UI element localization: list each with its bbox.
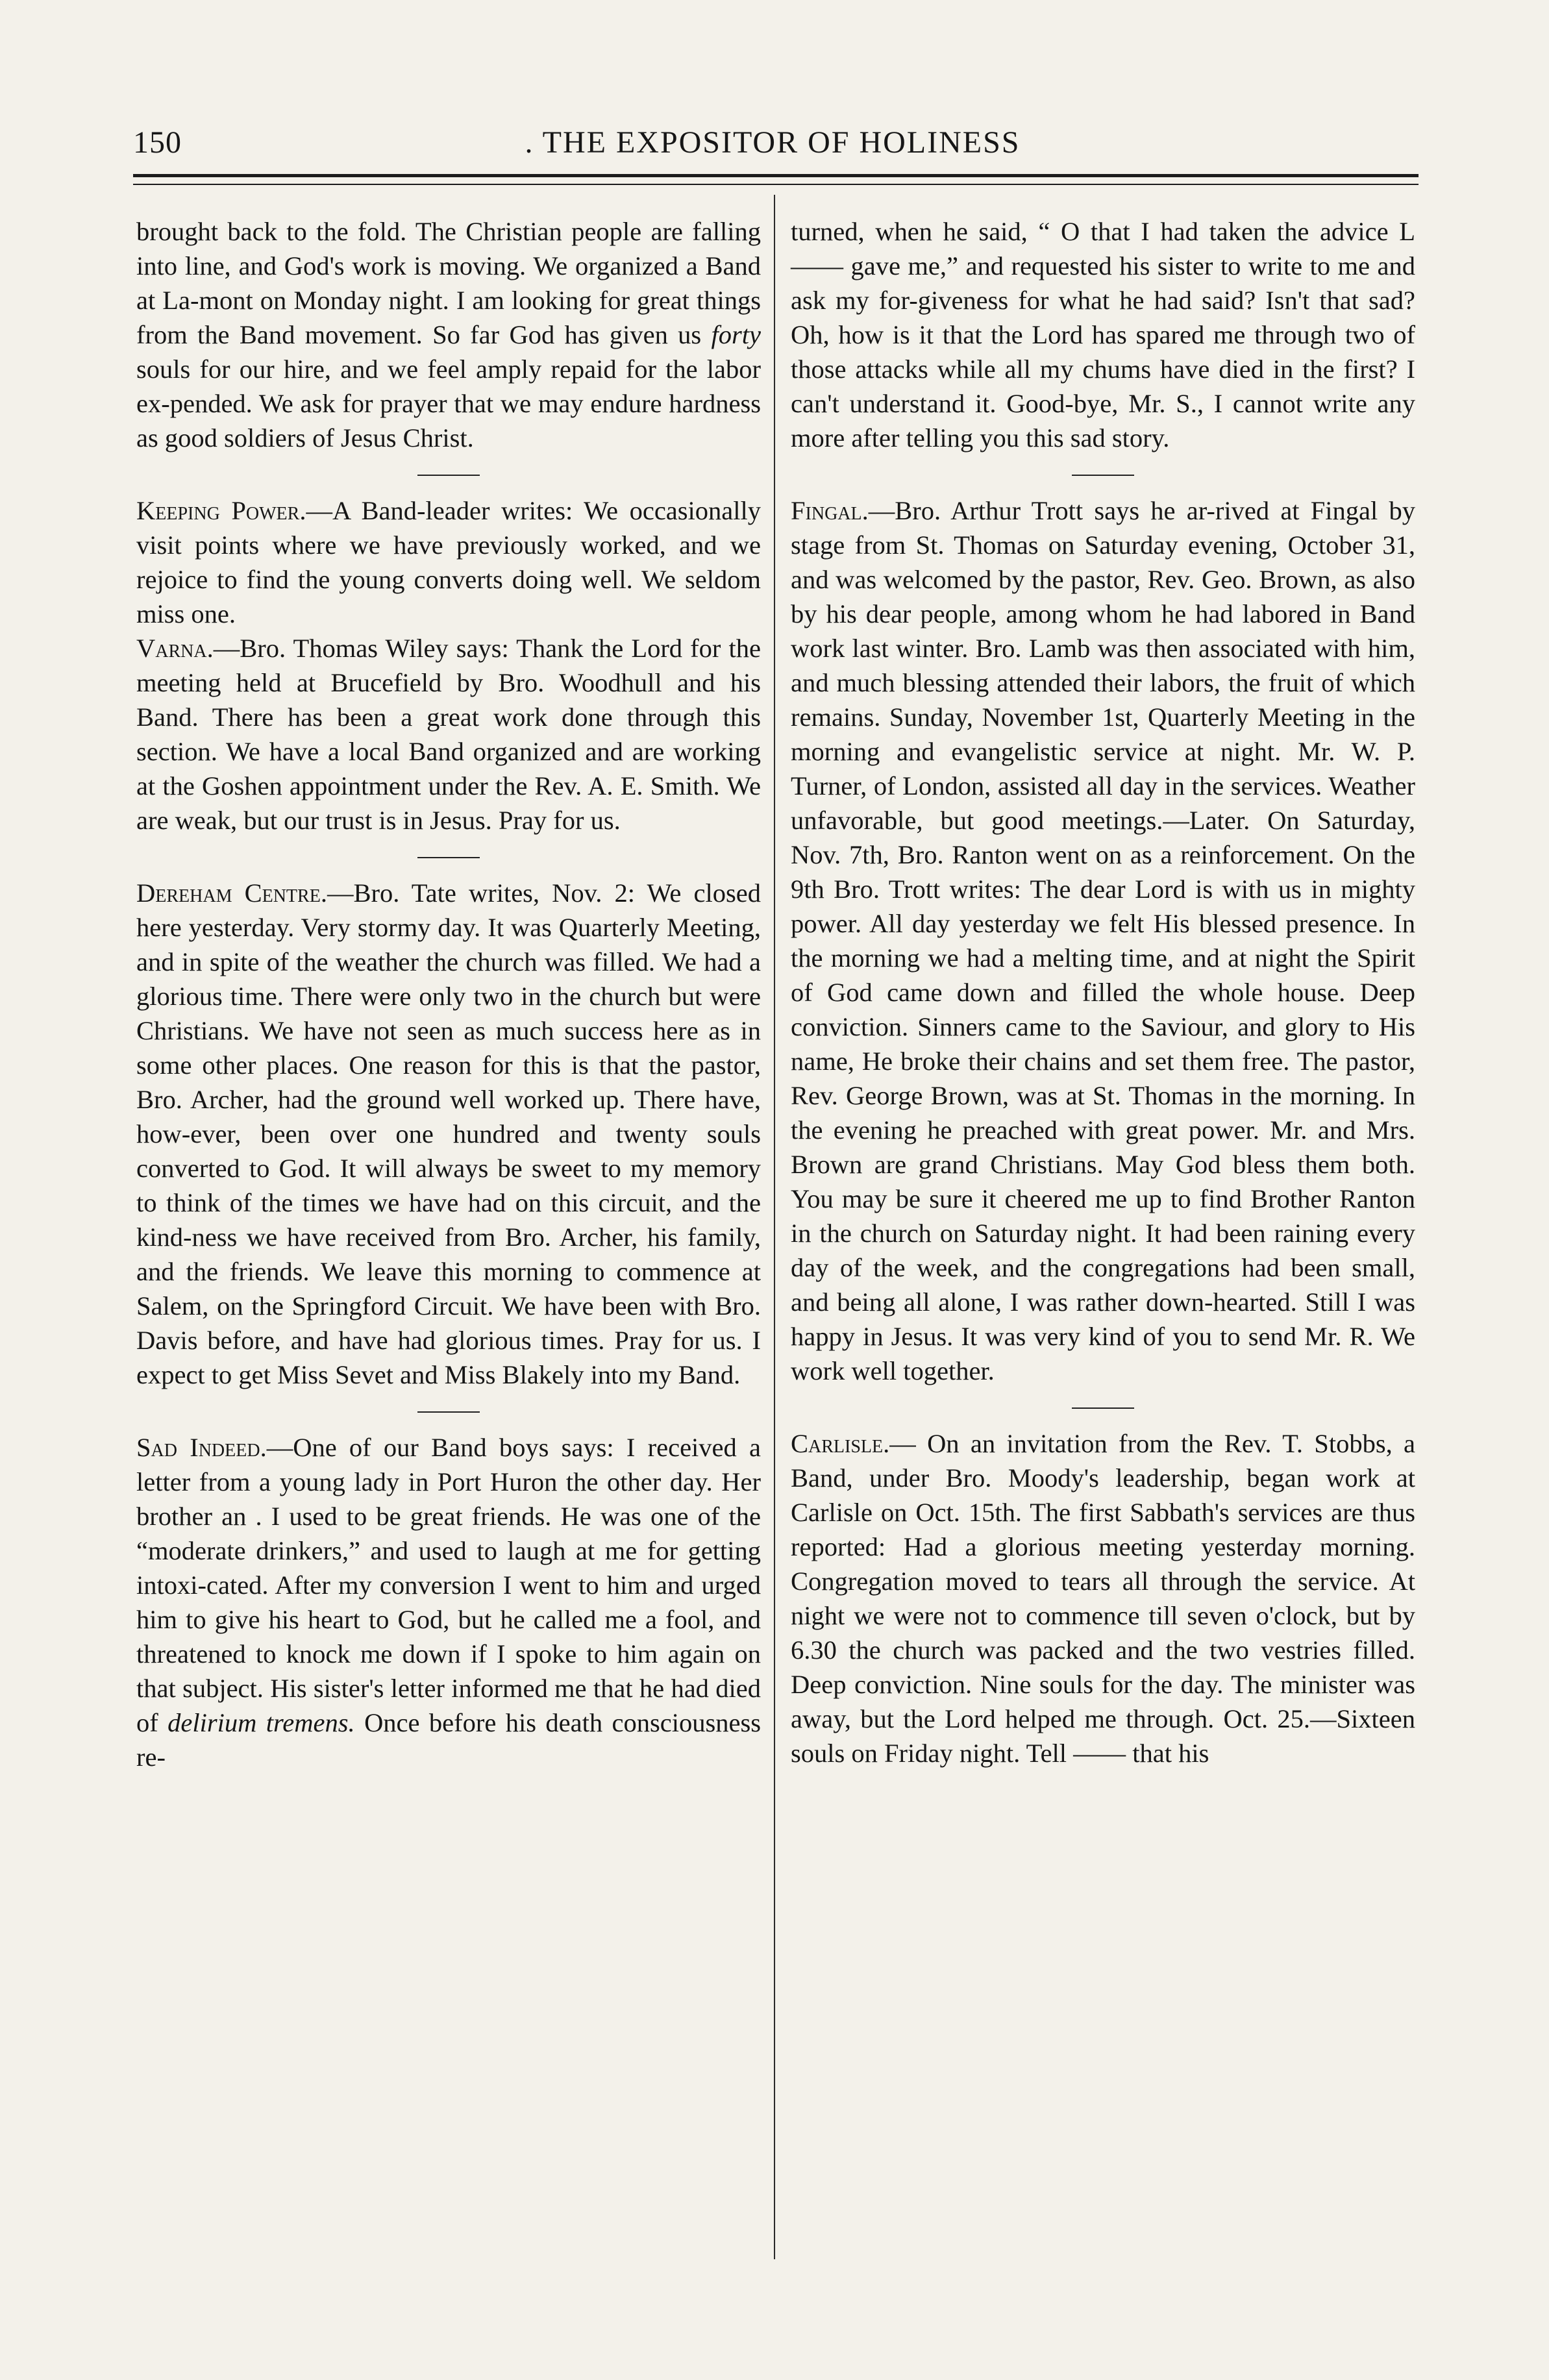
report-heading: Keeping Power. (136, 496, 306, 525)
running-title: . THE EXPOSITOR OF HOLINESS (525, 125, 1021, 160)
paragraph-text: — On an invitation from the Rev. T. Stobbs, a Band, under Bro. Moody's leadership, began work at Carlisle on Oct. 15th. The first Sabbath's services are thus reported: Had a glorious meeting yesterday morning. Congregation moved to tears all through the service. At night we were not to commence till seven o'clock, but by 6.30 the church was packed and the two vestries filled. Deep conviction. Nine souls for the day. The minister was away, but the Lord helped me through. Oct. 25.—Sixteen souls on Friday night. Tell —— that his (791, 1429, 1415, 1768)
paragraph-text: souls for our hire, and we feel amply repaid for the labor ex-pended. We ask for prayer that we may endure hardness as good soldiers of Jesus Christ. (136, 354, 761, 452)
page-number: 150 (133, 125, 182, 160)
report-fingal (791, 493, 1415, 1388)
column-divider (774, 195, 775, 2259)
section-separator (417, 857, 480, 858)
header-rule-thin (133, 184, 1419, 185)
report-carlisle (791, 1426, 1415, 1770)
article-continuation (791, 214, 1415, 455)
report-heading: Sad Indeed. (136, 1433, 267, 1462)
report-heading: Dereham Centre. (136, 878, 327, 908)
paragraph-text: —Bro. Arthur Trott says he ar-rived at Fingal by stage from St. Thomas on Saturday evening, October 31, and was welcomed by the pastor, Rev. Geo. Brown, as also by his dear people, among whom he had labored in Band work last winter. Bro. Lamb was then associated with him, and much blessing attended their labors, the fruit of which remains. Sunday, November 1st, Quarterly Meeting in the morning and evangelistic service at night. Mr. W. P. Turner, of London, assisted all day in the services. Weather unfavorable, but good meetings.—Later. On Saturday, Nov. 7th, Bro. Ranton went on as a reinforcement. On the 9th Bro. Trott writes: The dear Lord is with us in mighty power. All day yesterday we felt His blessed presence. In the morning we had a melting time, and at night the Spirit of God came down and filled the whole house. Deep conviction. Sinners came to the Saviour, and glory to His name, He broke their chains and set them free. The pastor, Rev. George Brown, was at St. Thomas in the morning. In the evening he preached with great power. Mr. and Mrs. Brown are grand Christians. May God bless them both. You may be sure it cheered me up to find Brother Ranton in the church on Saturday night. It had been raining every day of the week, and the congregations had been small, and being all alone, I was rather down-hearted. Still I was happy in Jesus. It was very kind of you to send Mr. R. We work well together. (791, 496, 1415, 1385)
report-heading: Fingal. (791, 496, 869, 525)
article-continuation (136, 214, 761, 455)
section-separator (1072, 1407, 1134, 1409)
italic-emphasis: forty (711, 320, 761, 349)
paragraph-text: Once before his death consciousness re- (136, 1708, 761, 1772)
report-heading: Carlisle. (791, 1429, 890, 1458)
report-varna (136, 631, 761, 837)
paragraph-text: turned, when he said, “ O that I had taken the advice L—— gave me,” and requested his sister to write to me and ask my for-giveness for what he had said? Isn't that sad? Oh, how is it that the Lord has spared me through two of those attacks while all my chums have died in the first? I can't understand it. Good-bye, Mr. S., I cannot write any more after telling you this sad story. (791, 217, 1415, 452)
right-column (791, 214, 1415, 1770)
section-separator (417, 1411, 480, 1413)
italic-emphasis: delirium tremens. (167, 1708, 355, 1737)
section-separator (417, 475, 480, 476)
left-column (136, 214, 761, 1774)
report-sad-indeed (136, 1430, 761, 1774)
report-keeping-power (136, 493, 761, 631)
section-separator (1072, 475, 1134, 476)
paragraph-text: —Bro. Thomas Wiley says: Thank the Lord for the meeting held at Brucefield by Bro. Woodhull and his Band. There has been a great work done through this section. We have a local Band organized and are working at the Goshen appointment under the Rev. A. E. Smith. We are weak, but our trust is in Jesus. Pray for us. (136, 634, 761, 835)
report-heading: Varna. (136, 634, 214, 663)
header-rule-thick (133, 174, 1419, 177)
paragraph-text: brought back to the fold. The Christian people are falling into line, and God's work is moving. We organized a Band at La-mont on Monday night. I am looking for great things from the Band movement. So far God has given us (136, 217, 761, 349)
paragraph-text: —One of our Band boys says: I received a letter from a young lady in Port Huron the other day. Her brother an . I used to be great friends. He was one of the “moderate drinkers,” and used to laugh at me for getting intoxi-cated. After my conversion I went to him and urged him to give his heart to God, but he called me a fool, and threatened to knock me down if I spoke to him again on that subject. His sister's letter informed me that he had died of (136, 1433, 761, 1737)
report-dereham-centre (136, 876, 761, 1392)
paragraph-text: —A Band-leader writes: We occasionally visit points where we have previously worked, and we rejoice to find the young converts doing well. We seldom miss one. (136, 496, 762, 628)
paragraph-text: —Bro. Tate writes, Nov. 2: We closed here yesterday. Very stormy day. It was Quarterly Meeting, and in spite of the weather the church was filled. We had a glorious time. There were only two in the church but were Christians. We have not seen as much success here as in some other places. One reason for this is that the pastor, Bro. Archer, had the ground well worked up. There have, how-ever, been over one hundred and twenty souls converted to God. It will always be sweet to my memory to think of the times we have had on this circuit, and the kind-ness we have received from Bro. Archer, his family, and the friends. We leave this morning to commence at Salem, on the Springford Circuit. We have been with Bro. Davis before, and have had glorious times. Pray for us. I expect to get Miss Sevet and Miss Blakely into my Band. (136, 878, 761, 1389)
